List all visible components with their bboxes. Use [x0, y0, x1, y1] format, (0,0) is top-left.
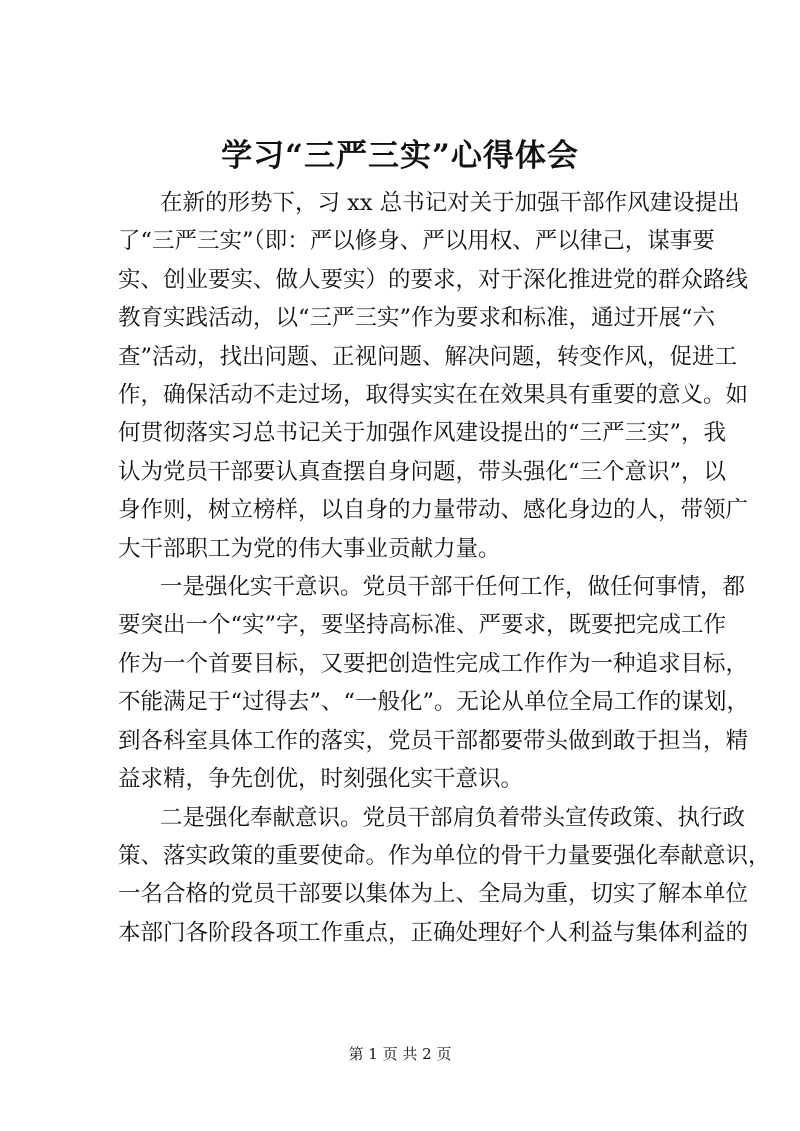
- document-title: 学习“三严三实”心得体会: [221, 138, 579, 174]
- text-line: 益求精，争先创优，时刻强化实干意识。: [118, 766, 524, 793]
- text-line: 不能满足于“过得去”、“一般化”。无论从单位全局工作的谋划，: [118, 689, 750, 716]
- text-line: 二是强化奉献意识。党员干部肩负着带头宣传政策、执行政: [160, 804, 746, 831]
- text-line: 到各科室具体工作的落实，党员干部都要带头做到敢于担当，精: [118, 727, 749, 754]
- paragraph-1: [118, 184, 749, 568]
- text-line: 一是强化实干意识。党员干部干任何工作，做任何事情，都: [160, 574, 746, 601]
- text-line: 作，确保活动不走过场，取得实实在在效果具有重要的意义。如: [118, 382, 749, 409]
- text-line: 身作则，树立榜样，以自身的力量带动、感化身边的人，带领广: [118, 497, 749, 524]
- text-line: 在新的形势下，习 xx 总书记对关于加强干部作风建设提出: [160, 190, 740, 216]
- text-line: 策、落实政策的重要使命。作为单位的骨干力量要强化奉献意识，: [118, 842, 771, 869]
- text-line: 要突出一个“实”字，要坚持高标准、严要求，既要把完成工作: [118, 612, 727, 639]
- text-line: 教育实践活动，以“三严三实”作为要求和标准，通过开展“六: [118, 305, 716, 332]
- paragraph-2: [118, 568, 750, 798]
- document-body: [118, 184, 771, 952]
- paragraph-3: [118, 799, 771, 953]
- text-line: 本部门各阶段各项工作重点，正确处理好个人利益与集体利益的: [118, 919, 749, 946]
- text-line: 何贯彻落实习总书记关于加强作风建设提出的“三严三实”，我: [118, 420, 727, 447]
- text-line: 一名合格的党员干部要以集体为上、全局为重，切实了解本单位: [118, 881, 749, 908]
- text-line: 实、创业要实、做人要实）的要求，对于深化推进党的群众路线: [118, 266, 749, 293]
- text-line: 作为一个首要目标，又要把创造性完成工作作为一种追求目标，: [118, 650, 749, 677]
- text-line: 认为党员干部要认真查摆自身问题，带头强化“三个意识”，以: [118, 458, 727, 485]
- text-line: 大干部职工为党的伟大事业贡献力量。: [118, 535, 501, 562]
- text-line: 了“三严三实”（即：严以修身、严以用权、严以律己，谋事要: [118, 228, 715, 255]
- text-line: 查”活动，找出问题、正视问题、解决问题，转变作风，促进工: [118, 343, 738, 370]
- page-footer: 第 1 页 共 2 页: [348, 1045, 452, 1063]
